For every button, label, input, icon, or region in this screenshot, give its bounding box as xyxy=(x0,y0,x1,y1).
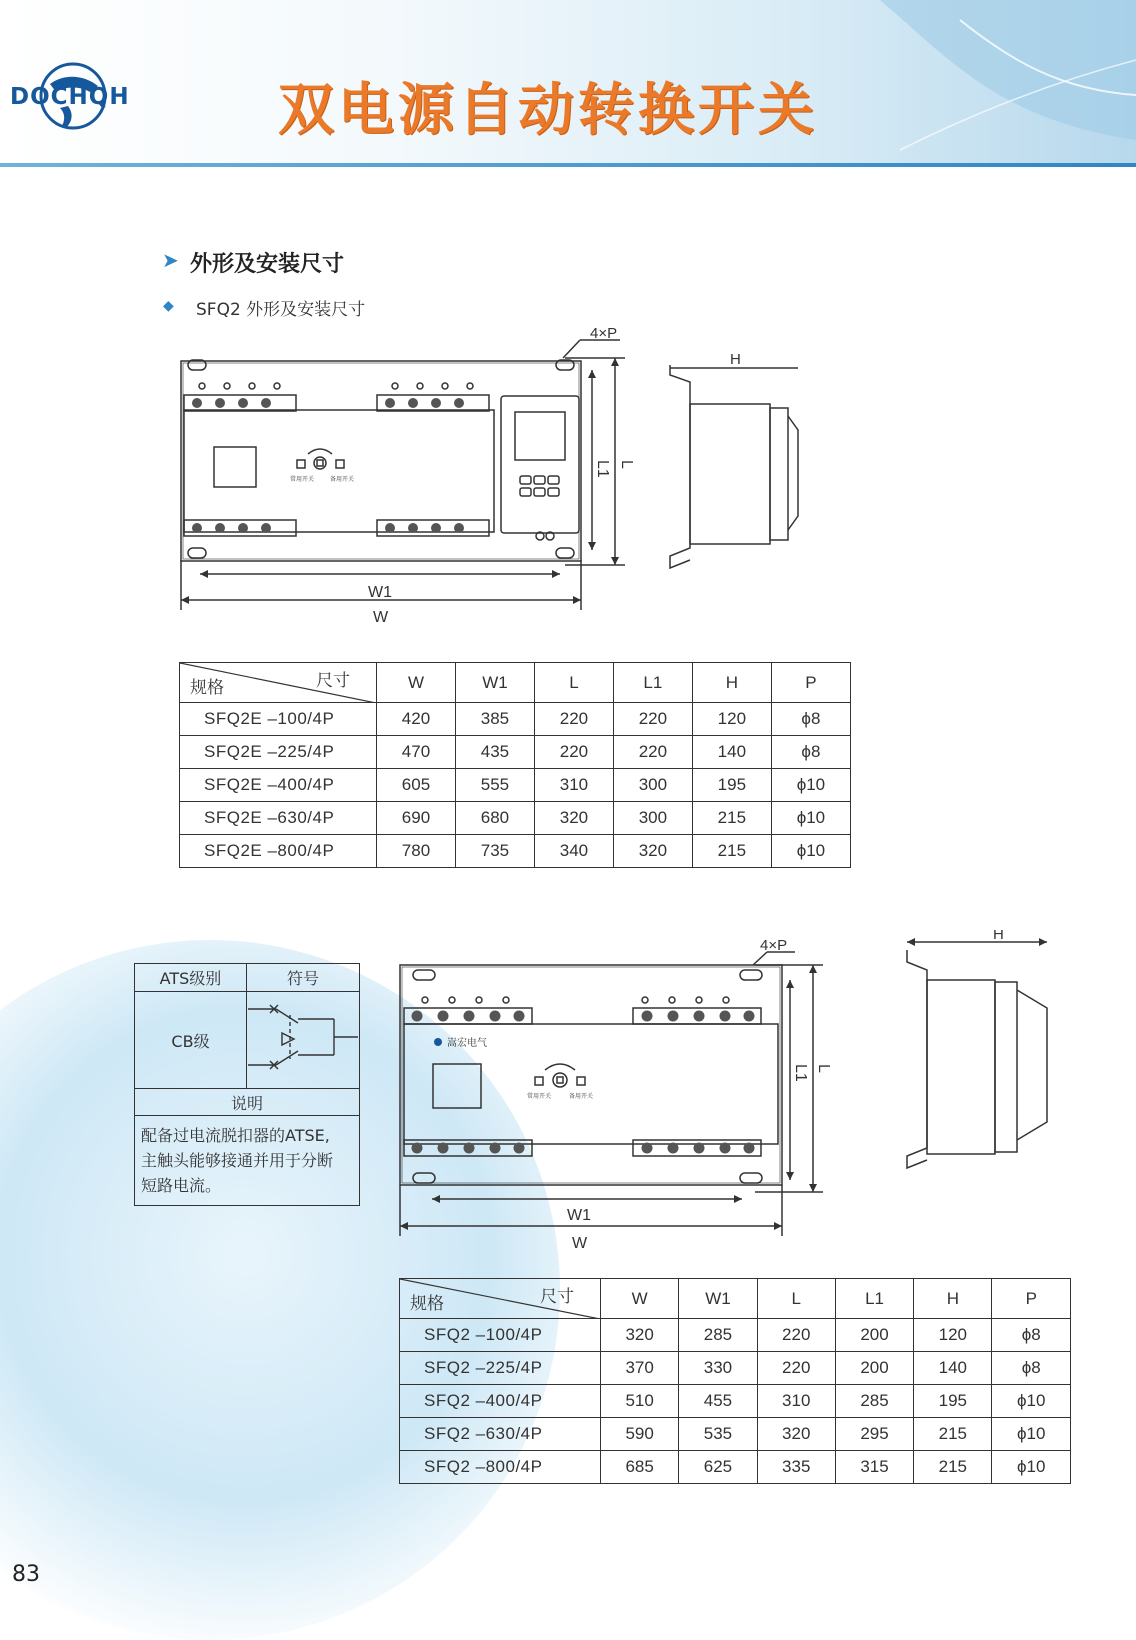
value-cell: 140 xyxy=(914,1352,992,1385)
brand-label: 嵩宏电气 xyxy=(447,1038,487,1049)
corner-bottom-label: 规格 xyxy=(410,1294,444,1313)
ats-desc-header: 说明 xyxy=(135,1089,360,1116)
page-title: 双电源自动转换开关 xyxy=(278,78,818,143)
dim-l1-label: L1 xyxy=(594,460,611,478)
value-cell: 455 xyxy=(679,1385,757,1418)
dimension-table-sfq2 xyxy=(399,1278,1071,1484)
value-cell: 300 xyxy=(613,769,692,802)
breaker-symbol-drawing xyxy=(248,993,358,1083)
value-cell: ϕ8 xyxy=(771,736,850,769)
dim-l-label: L xyxy=(618,460,635,469)
value-cell: 195 xyxy=(914,1385,992,1418)
ats-level-table xyxy=(134,963,360,1206)
col-header: P xyxy=(771,663,850,703)
dim-l-label: L xyxy=(815,1064,832,1073)
terminal-screws xyxy=(412,1011,755,1154)
value-cell: 680 xyxy=(455,802,534,835)
terminal-screws xyxy=(192,398,464,533)
table-row xyxy=(400,1385,1071,1418)
corner-top-label: 尺寸 xyxy=(316,671,350,690)
table-row xyxy=(180,835,851,868)
dim-l1-label: L1 xyxy=(792,1064,809,1082)
value-cell: 590 xyxy=(601,1418,679,1451)
table-row xyxy=(400,1451,1071,1484)
value-cell: 220 xyxy=(613,736,692,769)
table-row xyxy=(180,736,851,769)
section-subheading: SFQ2 外形及安装尺寸 xyxy=(196,300,366,320)
value-cell: 315 xyxy=(835,1451,913,1484)
drawing-sfq2e-front xyxy=(170,320,830,640)
corner-bottom-label: 规格 xyxy=(190,678,224,697)
col-header: L1 xyxy=(613,663,692,703)
value-cell: 335 xyxy=(757,1451,835,1484)
model-cell: SFQ2E –225/4P xyxy=(180,736,377,769)
value-cell: 300 xyxy=(613,802,692,835)
value-cell: ϕ10 xyxy=(771,769,850,802)
col-header: L1 xyxy=(835,1279,913,1319)
value-cell: 625 xyxy=(679,1451,757,1484)
value-cell: 195 xyxy=(692,769,771,802)
value-cell: 320 xyxy=(757,1418,835,1451)
value-cell: 320 xyxy=(534,802,613,835)
value-cell: 735 xyxy=(455,835,534,868)
dimension-table-sfq2e xyxy=(179,662,851,868)
ats-col1-header: ATS级别 xyxy=(135,964,247,992)
value-cell: 340 xyxy=(534,835,613,868)
switch-right-label: 备用开关 xyxy=(330,477,355,483)
table-row xyxy=(180,769,851,802)
value-cell: 310 xyxy=(757,1385,835,1418)
col-header: H xyxy=(692,663,771,703)
value-cell: 215 xyxy=(692,835,771,868)
col-header: L xyxy=(534,663,613,703)
value-cell: 220 xyxy=(613,703,692,736)
diamond-bullet-icon: ◆ xyxy=(163,298,174,314)
value-cell: ϕ10 xyxy=(771,802,850,835)
value-cell: 555 xyxy=(455,769,534,802)
switch-left-label: 常用开关 xyxy=(290,477,315,483)
value-cell: 200 xyxy=(835,1352,913,1385)
value-cell: 470 xyxy=(377,736,456,769)
ats-level: CB级 xyxy=(135,992,247,1089)
value-cell: 510 xyxy=(601,1385,679,1418)
model-cell: SFQ2E –630/4P xyxy=(180,802,377,835)
value-cell: ϕ10 xyxy=(992,1385,1071,1418)
col-header: W1 xyxy=(455,663,534,703)
value-cell: 690 xyxy=(377,802,456,835)
value-cell: 285 xyxy=(679,1319,757,1352)
switch-left-label: 常用开关 xyxy=(527,1094,552,1100)
value-cell: 220 xyxy=(757,1319,835,1352)
model-cell: SFQ2 –400/4P xyxy=(400,1385,601,1418)
dim-w-label: W xyxy=(373,609,389,626)
hole-label: 4×P xyxy=(590,325,618,342)
value-cell: 330 xyxy=(679,1352,757,1385)
dim-w1-label: W1 xyxy=(567,1207,591,1224)
model-cell: SFQ2 –225/4P xyxy=(400,1352,601,1385)
dim-w1-label: W1 xyxy=(368,584,392,601)
dim-h-label: H xyxy=(993,930,1004,943)
model-cell: SFQ2E –400/4P xyxy=(180,769,377,802)
value-cell: 320 xyxy=(601,1319,679,1352)
value-cell: 435 xyxy=(455,736,534,769)
col-header: L xyxy=(757,1279,835,1319)
value-cell: 320 xyxy=(613,835,692,868)
brand-logo: DOCHQH xyxy=(10,84,130,110)
value-cell: 220 xyxy=(534,703,613,736)
col-header: W xyxy=(601,1279,679,1319)
value-cell: 220 xyxy=(757,1352,835,1385)
ats-description xyxy=(135,1116,360,1206)
value-cell: 140 xyxy=(692,736,771,769)
value-cell: ϕ10 xyxy=(992,1418,1071,1451)
model-cell: SFQ2E –800/4P xyxy=(180,835,377,868)
value-cell: ϕ10 xyxy=(771,835,850,868)
breaker-symbol-icon xyxy=(247,992,360,1089)
table-row xyxy=(400,1319,1071,1352)
value-cell: 310 xyxy=(534,769,613,802)
value-cell: 120 xyxy=(692,703,771,736)
drawing-sfq2-front xyxy=(395,930,1085,1250)
value-cell: ϕ8 xyxy=(992,1352,1071,1385)
chevron-right-icon: ➤ xyxy=(162,248,179,272)
value-cell: 385 xyxy=(455,703,534,736)
ats-desc-line: 配备过电流脱扣器的ATSE, xyxy=(141,1126,330,1145)
col-header: H xyxy=(914,1279,992,1319)
dim-w-label: W xyxy=(572,1235,588,1250)
dim-h-label: H xyxy=(730,351,741,368)
brand-mark-icon xyxy=(434,1038,442,1046)
value-cell: 370 xyxy=(601,1352,679,1385)
col-header: P xyxy=(992,1279,1071,1319)
table-row xyxy=(400,1352,1071,1385)
value-cell: 220 xyxy=(534,736,613,769)
value-cell: 780 xyxy=(377,835,456,868)
model-cell: SFQ2 –100/4P xyxy=(400,1319,601,1352)
value-cell: 200 xyxy=(835,1319,913,1352)
table-row xyxy=(400,1418,1071,1451)
ats-desc-line: 主触头能够接通并用于分断 xyxy=(141,1151,334,1170)
value-cell: 215 xyxy=(914,1451,992,1484)
table-row xyxy=(180,703,851,736)
value-cell: ϕ10 xyxy=(992,1451,1071,1484)
value-cell: 605 xyxy=(377,769,456,802)
value-cell: ϕ8 xyxy=(771,703,850,736)
table1-corner xyxy=(180,663,377,703)
col-header: W1 xyxy=(679,1279,757,1319)
ats-desc-line: 短路电流。 xyxy=(141,1176,222,1195)
value-cell: 295 xyxy=(835,1418,913,1451)
header-divider xyxy=(0,163,1136,167)
value-cell: 535 xyxy=(679,1418,757,1451)
value-cell: 215 xyxy=(914,1418,992,1451)
model-cell: SFQ2 –800/4P xyxy=(400,1451,601,1484)
corner-top-label: 尺寸 xyxy=(540,1287,574,1306)
table2-corner xyxy=(400,1279,601,1319)
table-row xyxy=(180,802,851,835)
value-cell: 215 xyxy=(692,802,771,835)
page-header xyxy=(0,0,1136,165)
value-cell: 285 xyxy=(835,1385,913,1418)
ats-col2-header: 符号 xyxy=(247,964,360,992)
col-header: W xyxy=(377,663,456,703)
page-number: 83 xyxy=(12,1562,40,1587)
value-cell: 685 xyxy=(601,1451,679,1484)
value-cell: ϕ8 xyxy=(992,1319,1071,1352)
hole-label: 4×P xyxy=(760,937,788,954)
value-cell: 120 xyxy=(914,1319,992,1352)
value-cell: 420 xyxy=(377,703,456,736)
section-heading: 外形及安装尺寸 xyxy=(190,252,345,277)
switch-right-label: 备用开关 xyxy=(569,1094,594,1100)
model-cell: SFQ2 –630/4P xyxy=(400,1418,601,1451)
model-cell: SFQ2E –100/4P xyxy=(180,703,377,736)
